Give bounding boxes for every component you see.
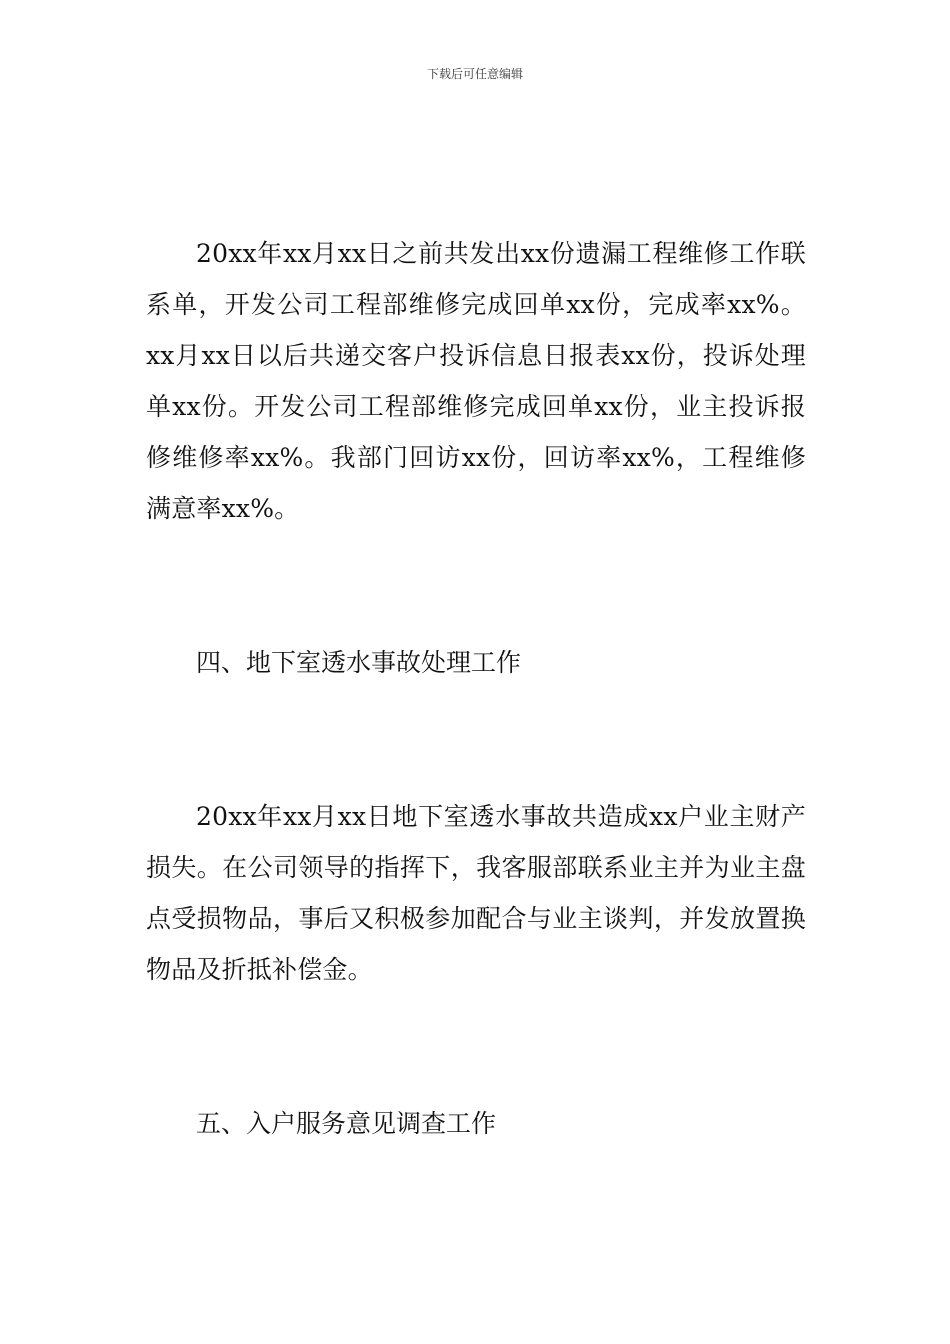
paragraph-repair-statistics: 20xx年xx月xx日之前共发出xx份遗漏工程维修工作联系单，开发公司工程部维修完成回单xx份，完成率xx%。xx月xx日以后共递交客户投诉信息日报表xx份，投诉处理单xx份。开发公司工程部维修完成回单xx份，业主投诉报修维修率xx%。我部门回访xx份，回访率xx%，工程维修满意率xx%。 [146,239,806,523]
document-body [146,228,806,1149]
paragraph-basement-flooding: 20xx年xx月xx日地下室透水事故共造成xx户业主财产损失。在公司领导的指挥下，我客服部联系业主并为业主盘点受损物品，事后又积极参加配合与业主谈判，并发放置换物品及折抵补偿金。 [146,802,806,984]
section-heading-household-survey: 五、入户服务意见调查工作 [196,1109,497,1138]
section-heading-basement-flooding: 四、地下室透水事故处理工作 [196,648,522,677]
page-header-note: 下载后可任意编辑 [426,67,523,81]
